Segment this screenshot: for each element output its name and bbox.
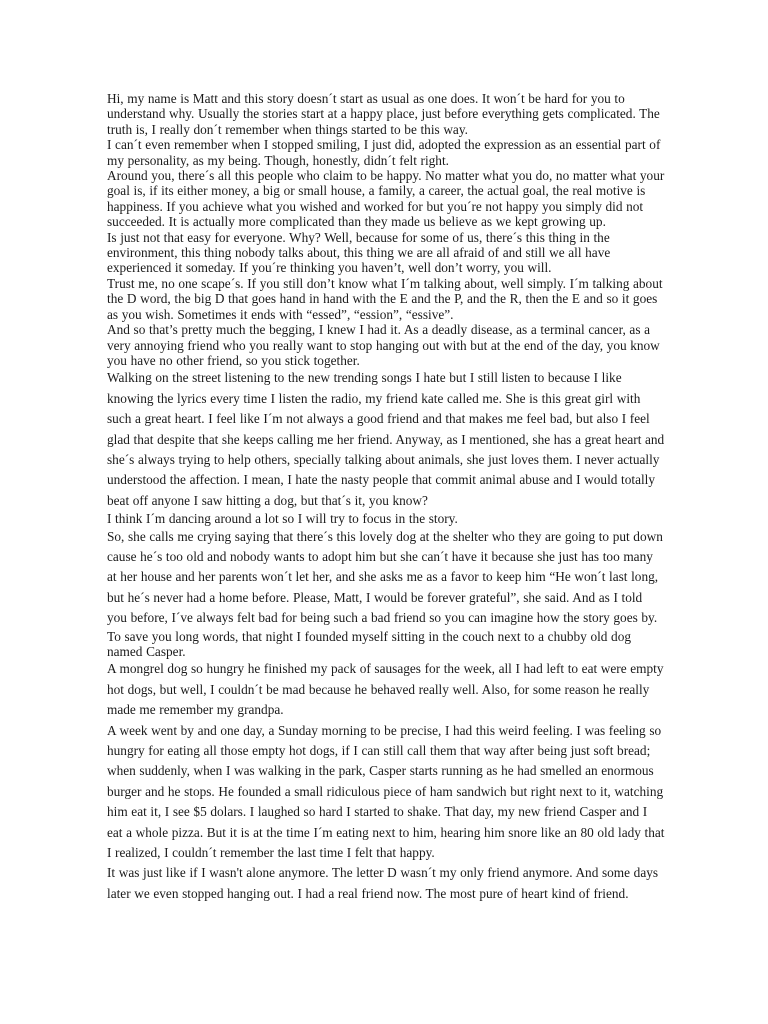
paragraph-10: To save you long words, that night I founded myself sitting in the couch next to a chubby old dog named Casper. (107, 628, 632, 659)
paragraph-12: A week went by and one day, a Sunday morning to be precise, I had this weird feeling. I was feeling so hungry for eating all those empty hot dogs, if I can still call them that way after being just soft bread; when suddenly, when I was walking in the park, Casper starts running as he had smelled an enormous burger and he stops. He founded a small ridiculous piece of ham sandwich but right next to it, watching him eat it, I see $5 dolars. I laughed so hard I started to shake. That day, my new friend Casper and I eat a whole pizza. But it is at the time I´m eating next to him, hearing him snore like an 80 old lady that I realized, I couldn´t remember the last time I felt that happy. (107, 722, 665, 861)
paragraph-1: Hi, my name is Matt and this story doesn´t start as usual as one does. It won´t be hard for you to understand why. Usually the stories start at a happy place, just before everything gets complicated. The truth is, I really don´t remember when things started to be this way. (107, 91, 660, 137)
paragraph-2: I can´t even remember when I stopped smiling, I just did, adopted the expression as an essential part of my personality, as my being. Though, honestly, didn´t felt right. (107, 137, 661, 168)
paragraph-7: Walking on the street listening to the new trending songs I hate but I still listen to because I like knowing the lyrics every time I listen the radio, my friend kate called me. She is this great girl with such a great heart. I feel like I´m not always a good friend and that makes me feel bad, but also I feel glad that despite that she keeps calling me her friend. Anyway, as I mentioned, she has a great heart and she´s always trying to help others, specially talking about animals, she just loves them. I never actually understood the affection. I mean, I hate the nasty people that commit animal abuse and I would totally beat off anyone I saw hitting a dog, but that´s it, you know? (107, 370, 665, 508)
paragraph-9: So, she calls me crying saying that there´s this lovely dog at the shelter who they are going to put down cause he´s too old and nobody wants to adopt him but she can´t have it because she just has too many at her house and her parents won´t let her, and she asks me as a favor to keep him “He won´t last long, but he´s never had a home before. Please, Matt, I would be forever grateful”, she said. And as I told you before, I´ve always felt bad for being such a bad friend so you can imagine how the story goes by. (107, 528, 663, 626)
paragraph-6: And so that’s pretty much the begging, I knew I had it. As a deadly disease, as a terminal cancer, as a very annoying friend who you really want to stop hanging out with but at the end of the day, you know you have no other friend, so you stick together. (107, 322, 660, 368)
paragraph-5: Trust me, no one scape´s. If you still don’t know what I´m talking about, well simply. I´m talking about the D word, the big D that goes hand in hand with the E and the P, and the R, then the E and so it goes as you wish. Sometimes it ends with “essed”, “ession”, “essive”. (107, 275, 663, 322)
paragraph-13: It was just like if I wasn't alone anymore. The letter D wasn´t my only friend anymore. And some days later we even stopped hanging out. I had a real friend now. The most pure of heart kind of friend. (107, 865, 659, 901)
paragraph-11: A mongrel dog so hungry he finished my pack of sausages for the week, all I had left to eat were empty hot dogs, but well, I couldn´t be mad because he behaved really well. Also, for some reason he really made me remember my grandpa. (107, 661, 664, 718)
paragraph-8: I think I´m dancing around a lot so I will try to focus in the story. (107, 511, 458, 527)
document-page (107, 91, 665, 904)
paragraph-3: Around you, there´s all this people who claim to be happy. No matter what you do, no matter what your goal is, if its either money, a big or small house, a family, a career, the actual goal, the real motive is happiness. If you achieve what you wished and worked for but you´re not happy you simply did not succeeded. It is actually more complicated than they made us believe as we kept growing up. (107, 168, 665, 230)
paragraph-4: Is just not that easy for everyone. Why? Well, because for some of us, there´s this thing in the environment, this thing nobody talks about, this thing we are all afraid of and still we all have experienced it someday. If you´re thinking you haven’t, well don’t worry, you will. (107, 229, 611, 276)
